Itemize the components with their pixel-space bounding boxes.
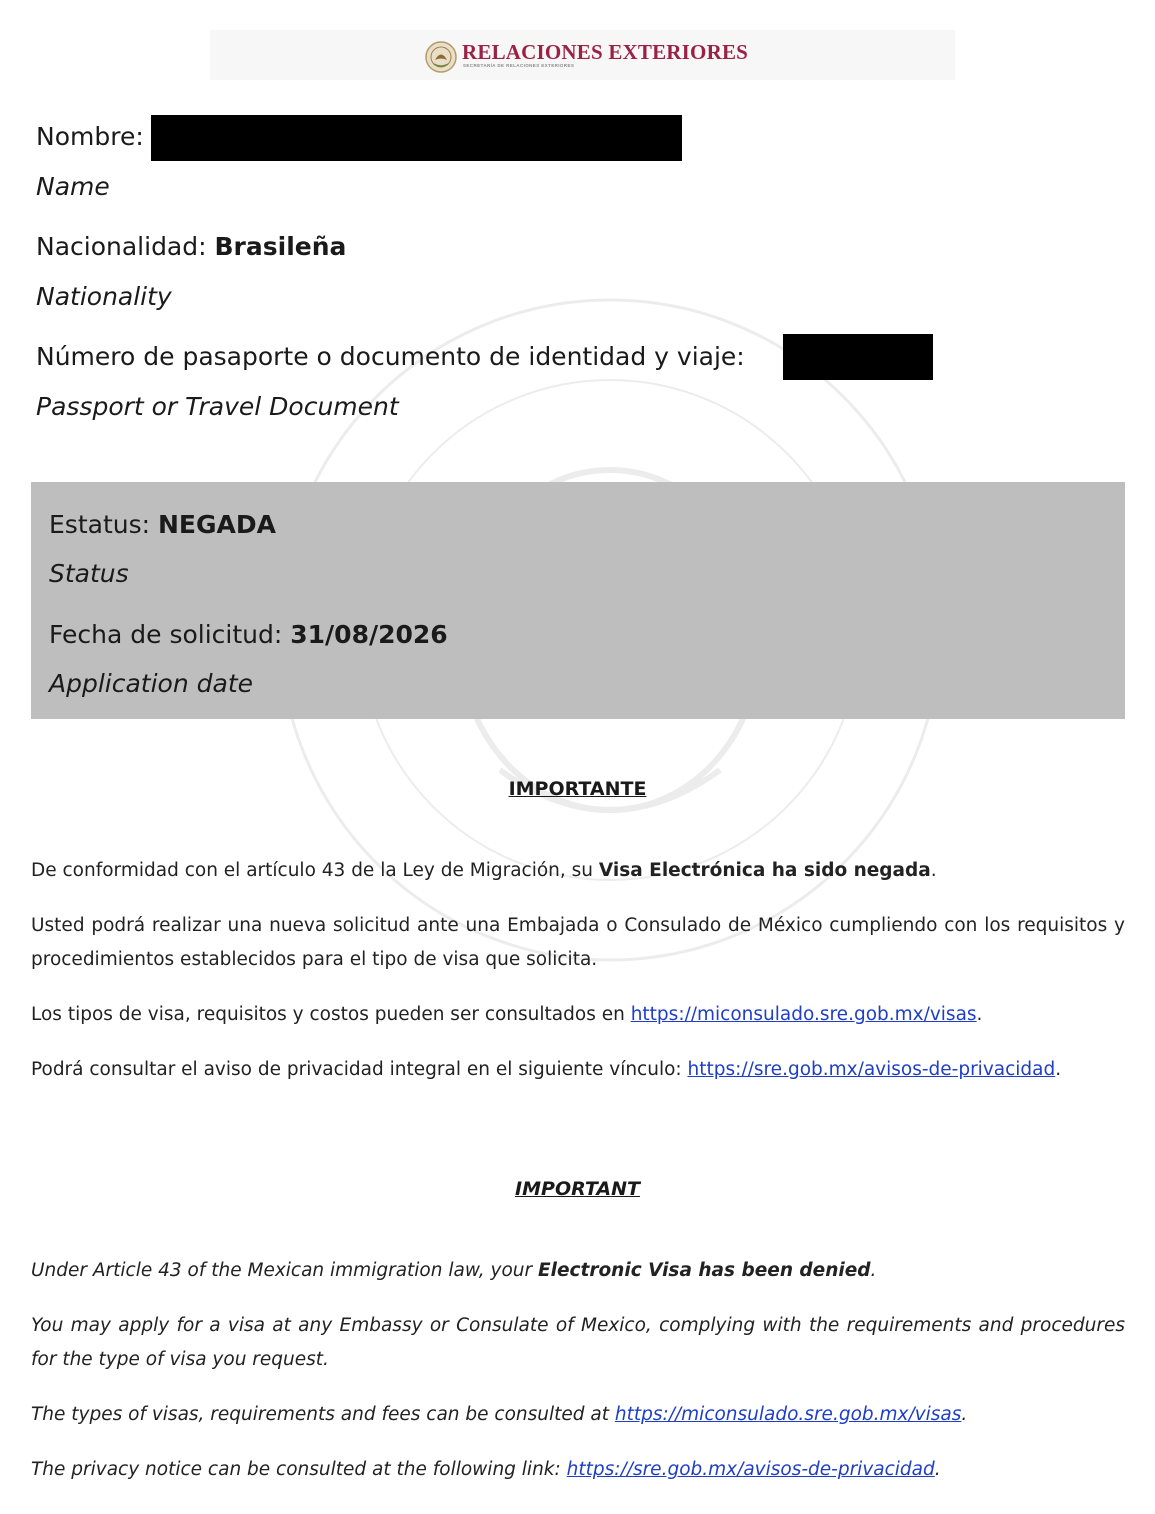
en-p3-text: The types of visas, requirements and fees can be consulted at bbox=[31, 1404, 615, 1425]
en-visas-link[interactable]: https://miconsulado.sre.gob.mx/visas bbox=[614, 1404, 962, 1425]
en-privacy-link[interactable]: https://sre.gob.mx/avisos-de-privacidad bbox=[566, 1459, 935, 1480]
es-paragraph-4 bbox=[31, 1053, 1125, 1087]
passport-row bbox=[36, 342, 745, 372]
date-row bbox=[49, 620, 448, 650]
status-row bbox=[49, 510, 276, 540]
es-p3-text: Los tipos de visa, requisitos y costos pueden ser consultados en bbox=[31, 1004, 631, 1025]
en-p1-bold: Electronic Visa has been denied bbox=[538, 1260, 871, 1281]
en-paragraph-1 bbox=[31, 1254, 1125, 1288]
en-paragraph-2: You may apply for a visa at any Embassy or Consulate of Mexico, complying with the requirements and procedures for the type of visa you request. bbox=[31, 1315, 1125, 1370]
es-p1-bold: Visa Electrónica ha sido negada bbox=[598, 860, 931, 881]
es-p4-text: Podrá consultar el aviso de privacidad integral en el siguiente vínculo: bbox=[31, 1059, 688, 1080]
mexican-coat-of-arms-icon bbox=[424, 40, 458, 74]
passport-label-en: Passport or Travel Document bbox=[36, 392, 399, 421]
en-p1-text: Under Article 43 of the Mexican immigration law, your bbox=[31, 1260, 539, 1281]
name-row bbox=[36, 122, 144, 152]
status-label-en: Status bbox=[49, 559, 129, 588]
passport-redaction bbox=[783, 334, 933, 380]
date-label: Fecha de solicitud: bbox=[49, 620, 283, 649]
heading-importante bbox=[0, 777, 1155, 801]
nationality-value: Brasileña bbox=[214, 232, 347, 261]
es-p4-end: . bbox=[1055, 1059, 1062, 1080]
es-privacy-link[interactable]: https://sre.gob.mx/avisos-de-privacidad bbox=[687, 1059, 1056, 1080]
en-p4-text: The privacy notice can be consulted at the following link: bbox=[31, 1459, 567, 1480]
name-redaction bbox=[151, 115, 682, 161]
nationality-label: Nacionalidad: bbox=[36, 232, 207, 261]
heading-importante-text: IMPORTANTE bbox=[508, 778, 647, 800]
en-p1-end: . bbox=[870, 1260, 877, 1281]
name-label: Nombre: bbox=[36, 122, 144, 151]
status-label: Estatus: bbox=[49, 510, 151, 539]
nationality-label-en: Nationality bbox=[36, 282, 172, 311]
es-p1-end: . bbox=[930, 860, 937, 881]
heading-important-text: IMPORTANT bbox=[515, 1178, 640, 1200]
en-paragraph-3 bbox=[31, 1398, 1125, 1432]
date-label-en: Application date bbox=[49, 669, 254, 698]
heading-important bbox=[0, 1177, 1155, 1201]
es-visas-link[interactable]: https://miconsulado.sre.gob.mx/visas bbox=[630, 1004, 977, 1025]
en-paragraph-4 bbox=[31, 1453, 1125, 1487]
nationality-row bbox=[36, 232, 346, 262]
en-p3-end: . bbox=[961, 1404, 968, 1425]
es-paragraph-2: Usted podrá realizar una nueva solicitud ante una Embajada o Consulado de México cumpliendo con los requisitos y procedimientos establecidos para el tipo de visa que solicita. bbox=[31, 915, 1125, 970]
passport-label: Número de pasaporte o documento de identidad y viaje: bbox=[36, 342, 745, 371]
logo-subtitle: SECRETARÍA DE RELACIONES EXTERIORES bbox=[463, 63, 575, 68]
es-paragraph-1 bbox=[31, 854, 1125, 888]
es-paragraph-3 bbox=[31, 998, 1125, 1032]
logo-title: RELACIONES EXTERIORES bbox=[462, 40, 749, 64]
es-p3-end: . bbox=[976, 1004, 983, 1025]
name-label-en: Name bbox=[36, 172, 110, 201]
date-value: 31/08/2026 bbox=[290, 620, 448, 649]
en-p4-end: . bbox=[934, 1459, 941, 1480]
es-p1-text: De conformidad con el artículo 43 de la Ley de Migración, su bbox=[31, 860, 599, 881]
status-box bbox=[31, 482, 1125, 719]
status-value: NEGADA bbox=[158, 510, 276, 539]
